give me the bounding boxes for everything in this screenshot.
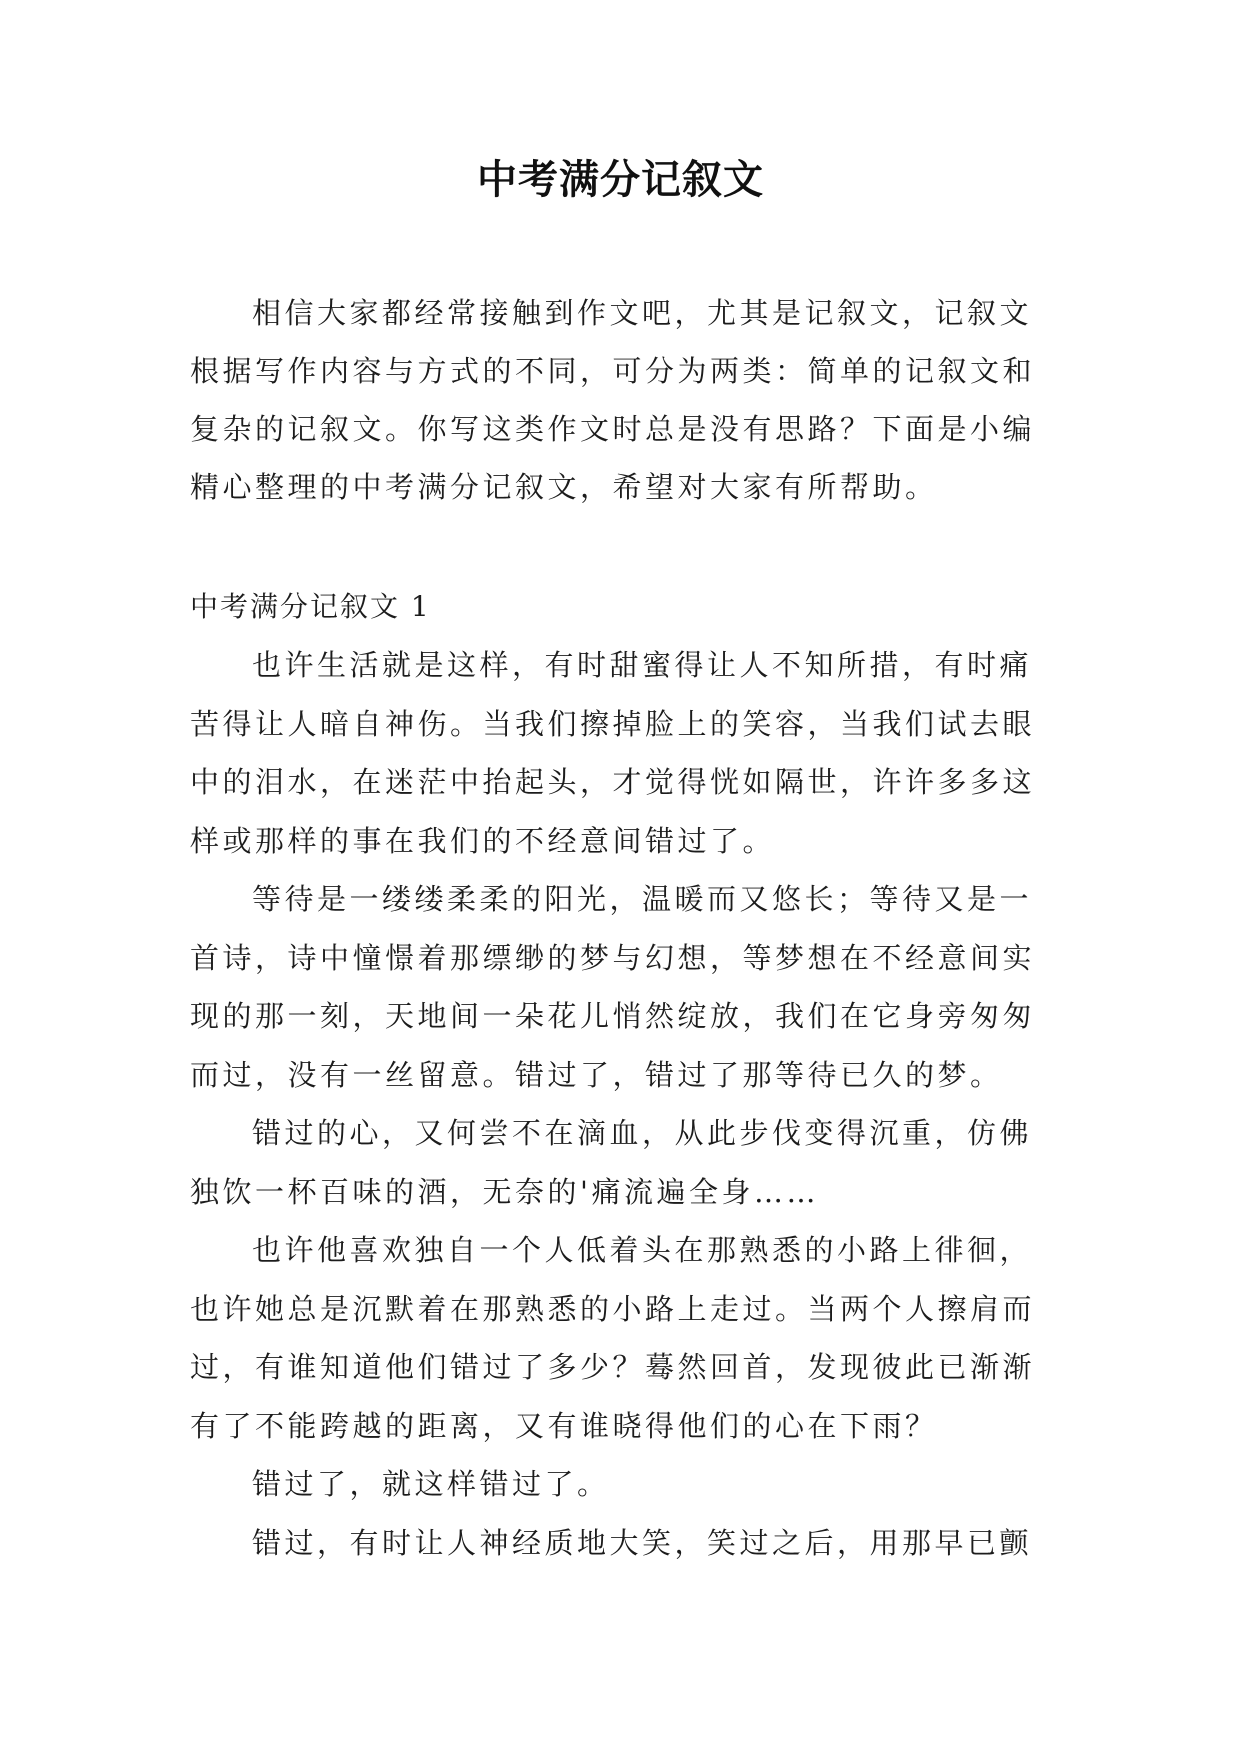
essay-paragraph: 错过的心，又何尝不在滴血，从此步伐变得沉重，仿佛独饮一杯百味的酒，无奈的'痛流遍全身……	[190, 1116, 1033, 1209]
essay-paragraph: 错过，有时让人神经质地大笑，笑过之后，用那早已颤	[252, 1525, 1033, 1560]
essay-paragraph: 也许他喜欢独自一个人低着头在那熟悉的小路上徘徊，也许她总是沉默着在那熟悉的小路上走过。当两个人擦肩而过，有谁知道他们错过了多少？蓦然回首，发现彼此已渐渐有了不能跨越的距离，又有谁晓得他们的心在下雨？	[190, 1233, 1036, 1443]
essay-paragraph: 等待是一缕缕柔柔的阳光，温暖而又悠长；等待又是一首诗，诗中憧憬着那缥缈的梦与幻想，等梦想在不经意间实现的那一刻，天地间一朵花儿悄然绽放，我们在它身旁匆匆而过，没有一丝留意。错过了，错过了那等待已久的梦。	[190, 882, 1036, 1092]
section-heading: 中考满分记叙文 1	[190, 590, 431, 623]
essay-paragraph: 也许生活就是这样，有时甜蜜得让人不知所措，有时痛苦得让人暗自神伤。当我们擦掉脸上的笑容，当我们试去眼中的泪水，在迷茫中抬起头，才觉得恍如隔世，许许多多这样或那样的事在我们的不经意间错过了。	[190, 648, 1036, 858]
intro-paragraph: 相信大家都经常接触到作文吧，尤其是记叙文，记叙文根据写作内容与方式的不同，可分为两类：简单的记叙文和复杂的记叙文。你写这类作文时总是没有思路？下面是小编精心整理的中考满分记叙文，希望对大家有所帮助。	[190, 296, 1036, 504]
essay-body	[190, 636, 1050, 1572]
essay-paragraph: 错过了，就这样错过了。	[252, 1467, 610, 1501]
document-title: 中考满分记叙文	[477, 156, 764, 203]
